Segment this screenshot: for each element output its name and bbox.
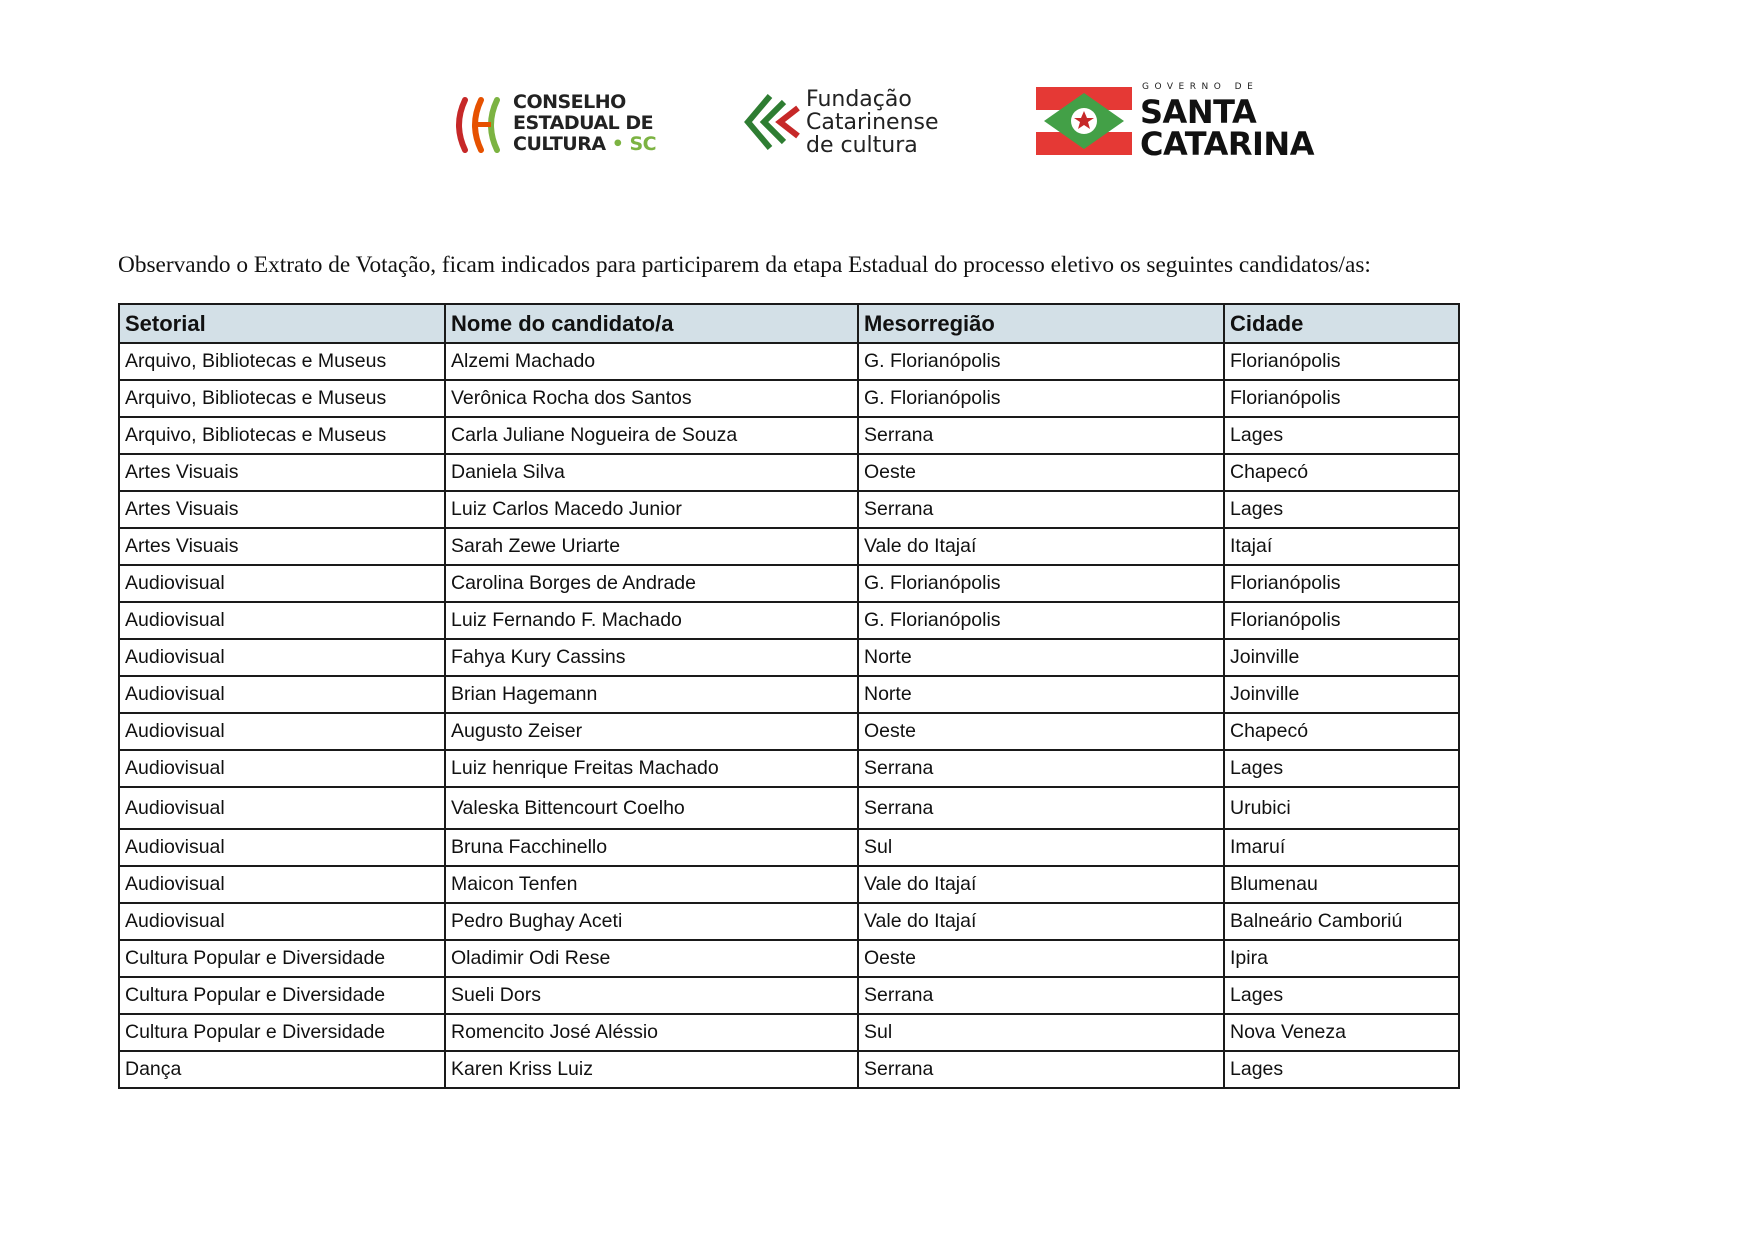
table-row — [119, 829, 1459, 866]
cec-wordmark: CONSELHO ESTADUAL DE CULTURA • SC — [513, 91, 657, 155]
cell-nome: Romencito José Aléssio — [445, 1014, 858, 1051]
cell-nome: Fahya Kury Cassins — [445, 639, 858, 676]
table-row — [119, 903, 1459, 940]
cell-nome: Sarah Zewe Uriarte — [445, 528, 858, 565]
cell-cidade: Urubici — [1224, 787, 1459, 829]
table-row — [119, 565, 1459, 602]
cell-setorial: Audiovisual — [119, 639, 445, 676]
cell-cidade: Chapecó — [1224, 713, 1459, 750]
cell-nome: Oladimir Odi Rese — [445, 940, 858, 977]
cell-cidade: Chapecó — [1224, 454, 1459, 491]
candidates-table — [118, 303, 1460, 1089]
cell-cidade: Joinville — [1224, 676, 1459, 713]
cell-cidade: Nova Veneza — [1224, 1014, 1459, 1051]
conselho-estadual-cultura-logo — [455, 92, 655, 158]
cell-cidade: Lages — [1224, 417, 1459, 454]
cell-setorial: Audiovisual — [119, 602, 445, 639]
cell-mesorregiao: Vale do Itajaí — [858, 903, 1224, 940]
table-row — [119, 528, 1459, 565]
cell-mesorregiao: Serrana — [858, 1051, 1224, 1088]
cell-mesorregiao: Serrana — [858, 491, 1224, 528]
cell-setorial: Dança — [119, 1051, 445, 1088]
cell-mesorregiao: Vale do Itajaí — [858, 866, 1224, 903]
table-row — [119, 787, 1459, 829]
cell-cidade: Florianópolis — [1224, 343, 1459, 380]
cell-mesorregiao: G. Florianópolis — [858, 380, 1224, 417]
cell-setorial: Audiovisual — [119, 866, 445, 903]
table-row — [119, 380, 1459, 417]
cell-cidade: Lages — [1224, 977, 1459, 1014]
cell-mesorregiao: Sul — [858, 1014, 1224, 1051]
cell-cidade: Lages — [1224, 491, 1459, 528]
cell-nome: Verônica Rocha dos Santos — [445, 380, 858, 417]
cell-nome: Maicon Tenfen — [445, 866, 858, 903]
cell-mesorregiao: Oeste — [858, 713, 1224, 750]
fundacao-catarinense-cultura-logo — [744, 88, 954, 160]
table-row — [119, 454, 1459, 491]
cell-nome: Brian Hagemann — [445, 676, 858, 713]
cell-mesorregiao: Norte — [858, 639, 1224, 676]
table-row — [119, 1051, 1459, 1088]
cell-mesorregiao: Vale do Itajaí — [858, 528, 1224, 565]
cell-nome: Carla Juliane Nogueira de Souza — [445, 417, 858, 454]
column-header-mesorregiao: Mesorregião — [858, 304, 1224, 343]
table-row — [119, 417, 1459, 454]
cell-mesorregiao: G. Florianópolis — [858, 343, 1224, 380]
cell-nome: Karen Kriss Luiz — [445, 1051, 858, 1088]
cell-setorial: Arquivo, Bibliotecas e Museus — [119, 380, 445, 417]
cell-nome: Luiz Fernando F. Machado — [445, 602, 858, 639]
table-row — [119, 940, 1459, 977]
cell-nome: Augusto Zeiser — [445, 713, 858, 750]
table-row — [119, 866, 1459, 903]
cell-cidade: Joinville — [1224, 639, 1459, 676]
table-row — [119, 602, 1459, 639]
cell-mesorregiao: Serrana — [858, 750, 1224, 787]
cell-mesorregiao: Serrana — [858, 417, 1224, 454]
table-row — [119, 639, 1459, 676]
cell-setorial: Audiovisual — [119, 829, 445, 866]
gsc-wordmark: SANTA CATARINA — [1140, 93, 1314, 163]
table-row — [119, 343, 1459, 380]
cell-cidade: Florianópolis — [1224, 602, 1459, 639]
table-row — [119, 491, 1459, 528]
table-row — [119, 713, 1459, 750]
cell-nome: Luiz henrique Freitas Machado — [445, 750, 858, 787]
cell-mesorregiao: Serrana — [858, 787, 1224, 829]
cell-setorial: Audiovisual — [119, 903, 445, 940]
cell-cidade: Blumenau — [1224, 866, 1459, 903]
cell-mesorregiao: Oeste — [858, 940, 1224, 977]
cell-mesorregiao: Sul — [858, 829, 1224, 866]
cell-setorial: Arquivo, Bibliotecas e Museus — [119, 343, 445, 380]
cell-setorial: Arquivo, Bibliotecas e Museus — [119, 417, 445, 454]
cell-nome: Pedro Bughay Aceti — [445, 903, 858, 940]
table-row — [119, 750, 1459, 787]
cell-mesorregiao: Oeste — [858, 454, 1224, 491]
cell-cidade: Itajaí — [1224, 528, 1459, 565]
table-row — [119, 1014, 1459, 1051]
cell-setorial: Audiovisual — [119, 565, 445, 602]
cell-mesorregiao: Serrana — [858, 977, 1224, 1014]
cell-nome: Alzemi Machado — [445, 343, 858, 380]
cell-setorial: Cultura Popular e Diversidade — [119, 977, 445, 1014]
table-header-row — [119, 304, 1459, 343]
cell-nome: Daniela Silva — [445, 454, 858, 491]
intro-paragraph: Observando o Extrato de Votação, ficam indicados para participarem da etapa Estadual do processo eletivo os seguintes candidatos/as: — [118, 252, 1371, 278]
cell-setorial: Cultura Popular e Diversidade — [119, 940, 445, 977]
cell-nome: Bruna Facchinello — [445, 829, 858, 866]
cell-setorial: Artes Visuais — [119, 491, 445, 528]
cell-nome: Sueli Dors — [445, 977, 858, 1014]
cell-setorial: Audiovisual — [119, 676, 445, 713]
cell-mesorregiao: G. Florianópolis — [858, 565, 1224, 602]
cell-setorial: Cultura Popular e Diversidade — [119, 1014, 445, 1051]
cell-cidade: Balneário Camboriú — [1224, 903, 1459, 940]
cell-cidade: Florianópolis — [1224, 380, 1459, 417]
cell-cidade: Florianópolis — [1224, 565, 1459, 602]
cell-setorial: Audiovisual — [119, 787, 445, 829]
cell-setorial: Audiovisual — [119, 713, 445, 750]
governo-santa-catarina-logo — [1036, 82, 1336, 162]
table-row — [119, 676, 1459, 713]
cell-nome: Luiz Carlos Macedo Junior — [445, 491, 858, 528]
table-row — [119, 977, 1459, 1014]
fcc-chevrons-icon — [744, 92, 804, 154]
cell-mesorregiao: Norte — [858, 676, 1224, 713]
cell-cidade: Lages — [1224, 1051, 1459, 1088]
governo-de-label: GOVERNO DE — [1142, 82, 1259, 92]
cell-mesorregiao: G. Florianópolis — [858, 602, 1224, 639]
cec-arcs-icon — [455, 94, 509, 156]
cell-cidade: Ipira — [1224, 940, 1459, 977]
column-header-setorial: Setorial — [119, 304, 445, 343]
cell-setorial: Audiovisual — [119, 750, 445, 787]
cell-setorial: Artes Visuais — [119, 454, 445, 491]
cell-setorial: Artes Visuais — [119, 528, 445, 565]
cell-cidade: Lages — [1224, 750, 1459, 787]
column-header-nome: Nome do candidato/a — [445, 304, 858, 343]
santa-catarina-flag-icon — [1036, 87, 1132, 155]
column-header-cidade: Cidade — [1224, 304, 1459, 343]
cell-cidade: Imaruí — [1224, 829, 1459, 866]
cell-nome: Carolina Borges de Andrade — [445, 565, 858, 602]
cell-nome: Valeska Bittencourt Coelho — [445, 787, 858, 829]
fcc-wordmark: Fundação Catarinense de cultura — [806, 87, 939, 158]
